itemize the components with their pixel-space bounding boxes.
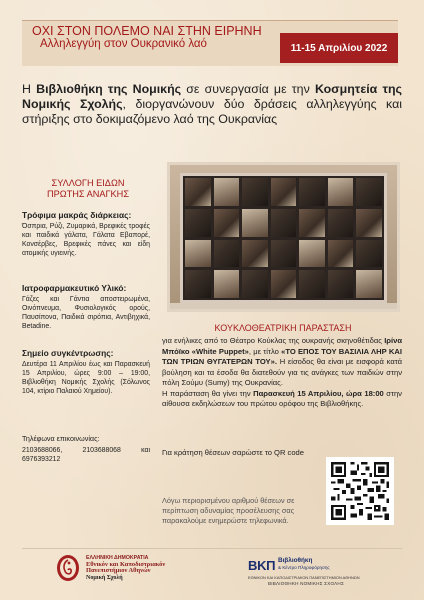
puppet-text-3: Η είσοδος θα είναι με εισφορά κατά βούληση και τα έσοδα θα διατεθούν για τις ανάγκες των παιδιών στην πόλη Σούμυ (Sumy) της Ουκρανίας. bbox=[162, 357, 402, 387]
intro-text-2: σε συνεργασία με την bbox=[181, 82, 315, 96]
window-frame bbox=[180, 173, 387, 303]
meeting-section bbox=[22, 348, 150, 396]
puppet-text-4: Η παράσταση θα γίνει την bbox=[162, 388, 254, 398]
header-banner bbox=[22, 20, 398, 66]
puppet-text-2: , με τίτλο bbox=[248, 346, 282, 356]
university-logo-text bbox=[86, 555, 226, 581]
qr-code-icon bbox=[329, 460, 391, 522]
puppet-datetime: Παρασκευή 15 Απριλίου, ώρα 18:00 bbox=[253, 388, 384, 398]
food-section bbox=[22, 210, 150, 258]
bkp-name-line1: Βιβλιοθήκη bbox=[278, 557, 313, 564]
intro-text-1: Η bbox=[22, 82, 37, 96]
meeting-heading: Σημείο συγκέντρωσης: bbox=[22, 348, 114, 358]
puppet-play-title: «ΤΟ ΕΠΟΣ ΤΟΥ ΒΑΣΙΛΙΑ ΛΗΡ ΚΑΙ ΤΩΝ ΤΡΙΩΝ ΘΥΓΑΤΕΡΩΝ ΤΟΥ». bbox=[162, 346, 402, 366]
food-heading: Τρόφιμα μακράς διάρκειας: bbox=[22, 210, 132, 220]
medical-text: Γάζες και Γάντια αποστειρωμένα, Οινόπνευμα, Φυσιολογικός ορούς, Παυσίπονα, Παιδικά σιρόπια, Αντιβηχικά, Betadine. bbox=[22, 296, 150, 330]
university-seal-icon bbox=[56, 554, 80, 582]
intro-paragraph bbox=[22, 82, 402, 127]
bkp-name-line2: & Κέντρο Πληροφόρησης bbox=[278, 565, 330, 570]
puppet-text-5: στην αίθουσα εκδηλώσεων του πρώτου ορόφου της Βιβλιοθήκης. bbox=[162, 388, 402, 408]
medical-section bbox=[22, 283, 150, 331]
puppet-paragraph-1 bbox=[162, 336, 402, 389]
food-text: Όσπρια, Ρύζι, Ζυμαρικά, Βρεφικές τροφές και παιδικά γάλατα, Γάλατα Εβαπορέ, Κονσέρβες, Βρεφικές πάνες και είδη ατομικής υγιεινής. bbox=[22, 223, 150, 257]
meeting-text: Δευτέρα 11 Απριλίου έως και Παρασκευή 15 Απριλίου, ώρες 9:00 – 19:00, Βιβλιοθήκη Νομικής Σχολής (Σόλωνος 104, κτίριο Παλαιού Χημείου). bbox=[22, 361, 150, 395]
intro-deanery-name: Κοσμητεία της Νομικής Σχολής bbox=[22, 82, 403, 111]
bkp-university: ΕΘΝΙΚΟΝ ΚΑΙ ΚΑΠΟΔΙΣΤΡΙΑΚΟΝ ΠΑΝΕΠΙΣΤΗΜΙΟΝ ΑΘΗΝΩΝ bbox=[248, 575, 360, 580]
puppet-paragraph-2 bbox=[162, 389, 402, 410]
university-line2: Πανεπιστήμιον Αθηνών bbox=[86, 567, 151, 575]
school-name: Νομική Σχολή bbox=[86, 574, 123, 581]
intro-library-name: Βιβλιοθήκη της Νομικής bbox=[36, 82, 182, 96]
puppet-show-title: ΚΟΥΚΛΟΘΕΑΤΡΙΚΗ ΠΑΡΑΣΤΑΣΗ bbox=[214, 323, 352, 333]
header-subtitle: Αλληλεγγύη στον Ουκρανικό λαό bbox=[40, 38, 207, 50]
qr-code[interactable] bbox=[326, 457, 394, 525]
header-title: ΟΧΙ ΣΤΟΝ ΠΟΛΕΜΟ ΝΑΙ ΣΤΗΝ ΕΙΡΗΝΗ bbox=[32, 24, 262, 38]
limited-seats-note: Λόγω περιορισμένου αριθμού θέσεων σε περίπτωση αδυναμίας προσέλευσης σας παρακαλούμε ενημερώστε τηλεφωνικά. bbox=[162, 496, 295, 525]
puppet-show-description bbox=[162, 336, 402, 410]
bkp-name bbox=[278, 557, 330, 571]
qr-instruction: Για κράτηση θέσεων σαρώστε το QR code bbox=[162, 448, 305, 457]
bkp-logo: ΒΚΠ bbox=[248, 558, 276, 573]
bkp-library-label: ΒΙΒΛΙΟΘΗΚΗ ΝΟΜΙΚΗΣ ΣΧΟΛΗΣ bbox=[268, 581, 344, 586]
contact-heading: Τηλέφωνα επικοινωνίας: bbox=[22, 434, 100, 443]
contact-text: 2103688066, 2103688068 και 6976393212 bbox=[22, 447, 150, 463]
republic-label: ΕΛΛΗΝΙΚΗ ΔΗΜΟΚΡΑΤΙΑ bbox=[86, 555, 149, 561]
puppet-director: Ιρίνα Μπόϊκο «White Puppet» bbox=[162, 336, 402, 356]
collection-title-line1: ΣΥΛΛΟΓΗ ΕΙΔΩΝ bbox=[51, 178, 125, 188]
medical-heading: Ιατροφαρμακευτικό Υλικό: bbox=[22, 283, 127, 293]
footer-divider bbox=[22, 548, 402, 549]
collection-title-line2: ΠΡΩΤΗΣ ΑΝΑΓΚΗΣ bbox=[47, 189, 129, 199]
puppet-text-1: για ενήλικες από το Θέατρο Κούκλας της ουκρανής σκηνοθέτιδας bbox=[162, 336, 385, 345]
window-sill bbox=[170, 303, 397, 309]
broken-window-photo bbox=[167, 162, 400, 312]
collection-title bbox=[40, 178, 136, 200]
university-line1: Εθνικόν και Καποδιστριακόν bbox=[86, 560, 166, 568]
contact-section bbox=[22, 434, 150, 464]
date-badge: 11-15 Απριλίου 2022 bbox=[280, 33, 398, 63]
intro-text-3: , διοργανώνουν δύο δράσεις αλληλεγγύης και στήριξης στο δοκιμαζόμενο λαό της Ουκρανίας bbox=[22, 97, 402, 126]
